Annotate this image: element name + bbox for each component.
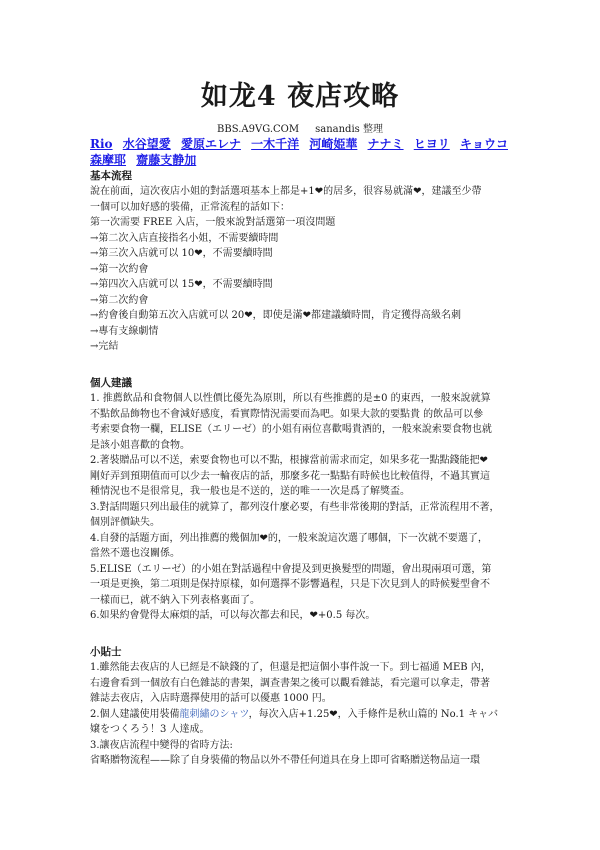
source-site: BBS.A9VG.COM [217, 124, 300, 135]
text-line: →專有支線劇情 [90, 325, 159, 337]
text-line: →第二次入店直接指名小姐，不需要續時間 [90, 232, 279, 244]
tip-text: 2.個人建議使用裝備 [90, 708, 180, 720]
text-line: 說在前面，這次夜店小姐的對話選項基本上都是+1❤的居多，很容易就滿❤，建議至少帶 [90, 186, 482, 197]
text-line: →約會後自動第五次入店就可以 20❤，即使是滿❤都建議續時間，肯定獲得高級名刺 [90, 310, 462, 321]
text-line: 1. 推薦飲品和食物個人以性價比優先為原則，所以有些推薦的是±0 的東西，一般來說就算 [90, 393, 491, 404]
hostess-link[interactable]: 一木千洋 [251, 137, 300, 151]
hostess-link[interactable]: キョウコ [459, 137, 508, 151]
text-line: 省略贈物流程——除了自身裝備的物品以外不帶任何道具在身上即可省略贈送物品這一環 [90, 755, 480, 766]
equipment-name: 龍刺繡のシャツ [179, 708, 249, 720]
hostess-link[interactable]: 森摩耶 [90, 153, 127, 167]
text-line: 5.ELISE（エリーゼ）的小姐在對話過程中會提及到更換髮型的問題，會出現兩項可選，第 [90, 563, 492, 575]
editor-credit: sanandis 整理 [315, 124, 383, 135]
text-line: 個別評價缺失。 [90, 517, 160, 528]
text-line: 3.對話問題只列出最佳的就算了，都列沒什麼必要，有些非常後期的對話，正常流程用不著， [90, 501, 500, 513]
basic-flow-text [90, 184, 515, 355]
text-line: 一項是更換，第二項則是保持原樣，如何選擇不影響過程，只是下次見到人的時候髮型會不 [90, 579, 490, 590]
hostess-link-list [90, 136, 515, 168]
text-line: →第二次約會 [90, 294, 149, 306]
text-line: 第一次需要 FREE 入店，一般來說對話選第一項沒問題 [90, 217, 336, 228]
section-heading-tips: 小貼士 [90, 646, 122, 658]
text-line: 一樣而已，就不納入下列表格裏面了。 [90, 594, 260, 606]
text-line: →完結 [90, 341, 119, 352]
text-line: 考索要食物一欄，ELISE（エリーゼ）的小姐有兩位喜歡喝貴酒的，一般來說索要食物也就 [90, 424, 492, 435]
text-line: 一個可以加好感的裝備，正常流程的話如下： [90, 201, 290, 213]
text-line: →第三次入店就可以 10❤，不需要續時間 [90, 248, 273, 259]
text-line: 2.著裝贈品可以不送，索要食物也可以不點，根據當前需求而定，如果多花一點點錢能把❤ [90, 455, 488, 466]
text-line [90, 707, 515, 723]
hostess-link[interactable]: 齋藤支静加 [136, 153, 197, 167]
hostess-link[interactable]: ヒヨリ [413, 137, 450, 151]
hostess-link[interactable]: ナナミ [367, 137, 404, 151]
hostess-link[interactable]: Rio [90, 137, 113, 151]
text-line: 右邊會看到一個放有白色雜誌的書架，調查書架之後可以觀看雜誌，看完還可以拿走，帶著 [90, 677, 490, 689]
section-heading-basic: 基本流程 [90, 170, 132, 182]
source-credit [0, 123, 600, 137]
hostess-link[interactable]: 河崎姫華 [309, 137, 358, 151]
text-line: 4.自發的話題方面，列出推薦的幾個加❤的，一般來說這次選了哪個，下一次就不要選了， [90, 532, 488, 544]
text-line: 種情況也不是很常見，我一般也是不送的，送的唯一一次是爲了解獎盃。 [90, 486, 410, 497]
text-line: 當然不選也沒關係。 [90, 548, 180, 559]
text-line: 是該小姐喜歡的食物。 [90, 439, 190, 451]
page-title: 如龙4 夜店攻略 [200, 81, 400, 112]
advice-text [90, 391, 515, 624]
text-line: 6.如果約會覺得太麻煩的話，可以每次都去和民，❤+0.5 每次。 [90, 610, 376, 621]
text-line: 1.雖然能去夜店的人已經是不缺錢的了，但還是把這個小事件說一下。到七福通 MEB 內， [90, 662, 491, 673]
text-line: →第四次入店就可以 15❤，不需要續時間 [90, 279, 273, 290]
text-line: 雜誌去夜店，入店時選擇使用的話可以優惠 1000 円。 [90, 693, 332, 704]
hostess-link[interactable]: 水谷望愛 [122, 137, 171, 151]
hostess-link[interactable]: 愛原エレナ [180, 137, 241, 151]
text-line: →第一次約會 [90, 263, 149, 275]
section-heading-advice: 個人建議 [90, 377, 132, 389]
text-line: 剛好弄到預期值而可以少去一輪夜店的話，那麼多花一點點有時候也比較值得，不過其實這 [90, 470, 490, 482]
tips-text [90, 660, 515, 769]
text-line: 3.讓夜店流程中變得的省時方法: [90, 739, 233, 751]
text-line: 不點飲品飾物也不會減好感度，看實際情況需要而為吧。如果大款的要點貴 的飲品可以參 [90, 408, 484, 420]
text-line: 嬢をつくろう！3 人達成。 [90, 724, 210, 735]
tip-text: ，每次入店+1.25❤，入手條件是秋山篇的 No.1 キャバ [248, 708, 499, 720]
